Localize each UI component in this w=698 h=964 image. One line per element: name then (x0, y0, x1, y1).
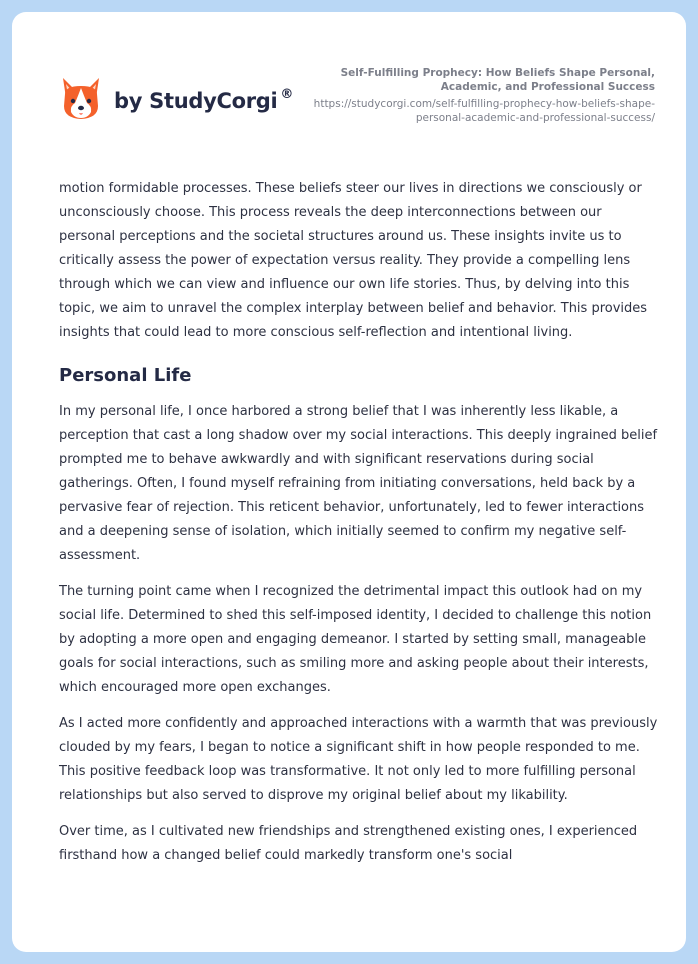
corgi-logo-icon (60, 76, 102, 122)
registered-mark: ® (280, 87, 294, 102)
document-body (59, 177, 659, 880)
document-meta (310, 66, 655, 125)
body-paragraph: In my personal life, I once harbored a strong belief that I was inherently less likable, a perception that cast a long shadow over my social interactions. This deeply ingrained belief prompted me to behave awkwardly and with significant reservations during social gatherings. Often, I found myself refraining from initiating conversations, held back by a pervasive fear of rejection. This reticent behavior, unfortunately, led to fewer interactions and a deepening sense of isolation, which initially seemed to confirm my negative self-assessment. (59, 404, 658, 563)
body-paragraph: As I acted more confidently and approached interactions with a warmth that was previously clouded by my fears, I began to notice a significant shift in how people responded to me. This positive feedback loop was transformative. It not only led to more fulfilling personal relationships but also served to disprove my original belief about my likability. (59, 716, 658, 803)
brand-name (114, 89, 293, 113)
page-header (12, 12, 686, 162)
document-url[interactable]: https://studycorgi.com/self-fulfilling-prophecy-how-beliefs-shape-personal-academic-and-professional-success/ (313, 98, 655, 124)
document-title: Self-Fulfilling Prophecy: How Beliefs Shape Personal, Academic, and Professional Success (340, 67, 655, 93)
document-page (12, 12, 686, 952)
intro-paragraph: motion formidable processes. These beliefs steer our lives in directions we consciously or unconsciously choose. This process reveals the deep interconnections between our personal perceptions and the societal structures around us. These insights invite us to critically assess the power of expectation versus reality. They provide a compelling lens through which we can view and influence our own life stories. Thus, by delving into this topic, we aim to unravel the complex interplay between belief and behavior. This provides insights that could lead to more conscious self-reflection and intentional living. (59, 181, 648, 340)
brand-name-text: by StudyCorgi (114, 89, 278, 113)
studycorgi-logo[interactable] (60, 76, 293, 122)
body-paragraph: The turning point came when I recognized the detrimental impact this outlook had on my social life. Determined to shed this self-imposed identity, I decided to challenge this notion by adopting a more open and engaging demeanor. I started by setting small, manageable goals for social interactions, such as smiling more and asking people about their interests, which encouraged more open exchanges. (59, 584, 652, 695)
section-heading: Personal Life (59, 365, 192, 386)
body-paragraph: Over time, as I cultivated new friendships and strengthened existing ones, I experienced firsthand how a changed belief could markedly transform one's social (59, 824, 638, 863)
